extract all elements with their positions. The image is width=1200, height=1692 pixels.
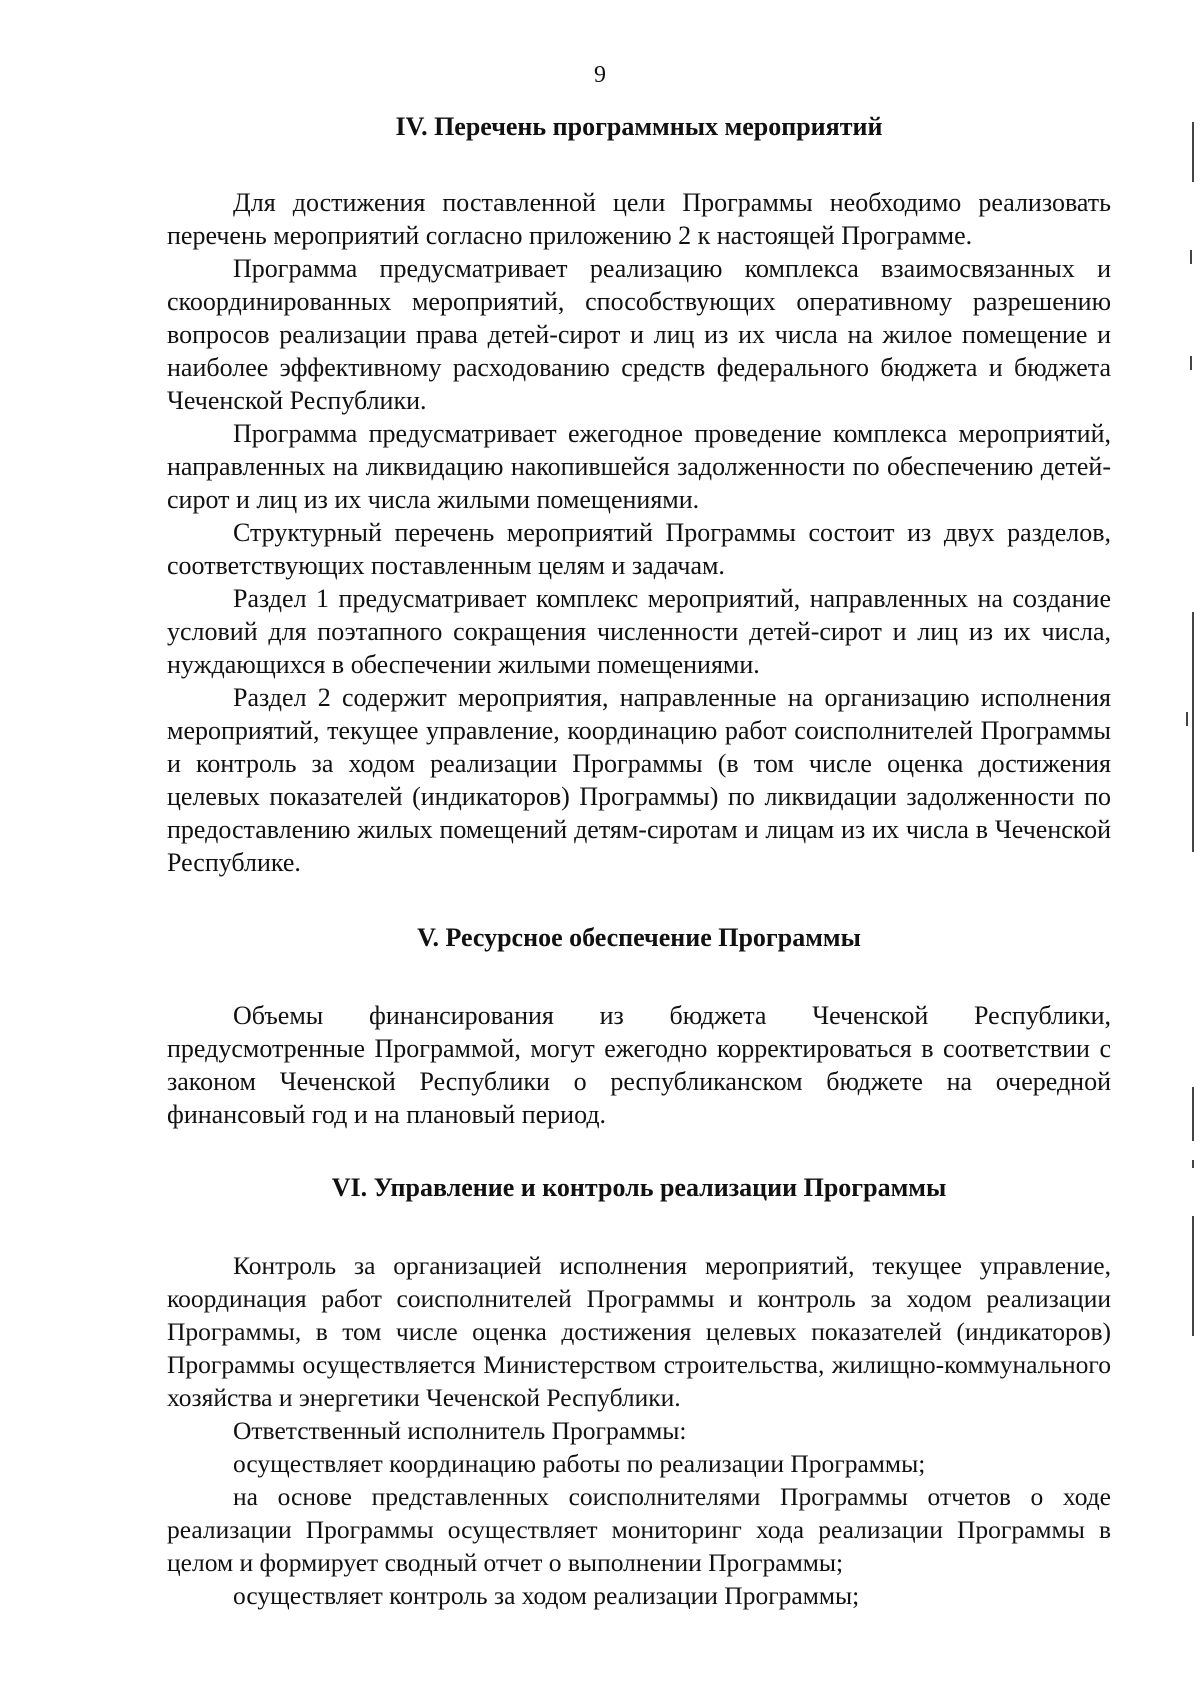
scan-mark bbox=[1186, 712, 1188, 726]
scan-mark bbox=[1192, 612, 1194, 852]
section-heading: VI. Управление и контроль реализации Программы bbox=[331, 1173, 947, 1202]
paragraph: Раздел 1 предусматривает комплекс мероприятий, направленных на создание условий для поэтапного сокращения численности детей-сирот и лиц из их числа, нуждающихся в обеспечении жилыми помещениями. bbox=[167, 584, 1111, 679]
paragraph: осуществляет контроль за ходом реализации Программы; bbox=[233, 1581, 860, 1610]
paragraph: Объемы финансирования из бюджета Чеченской Республики, предусмотренные Программой, могут ежегодно корректироваться в соответствии с законом Чеченской Республики о республиканском бюджете на очередной финансовый год и на плановый период. bbox=[167, 1001, 1111, 1129]
page-number: 9 bbox=[594, 62, 606, 88]
paragraph: осуществляет координацию работы по реализации Программы; bbox=[233, 1449, 926, 1478]
scan-mark bbox=[1192, 1160, 1194, 1168]
scan-mark bbox=[1192, 1087, 1194, 1141]
paragraph: Раздел 2 содержит мероприятия, направленные на организацию исполнения мероприятий, текущее управление, координацию работ соисполнителей Программы и контроль за ходом реализации Программы (в том числе оценка достижения целевых показателей (индикаторов) Программы) по ликвидации задолженности по предоставлению жилых помещений детям-сиротам и лицам из их числа в Чеченской Республике. bbox=[167, 683, 1111, 877]
section-heading: V. Ресурсное обеспечение Программы bbox=[417, 923, 861, 952]
paragraph: на основе представленных соисполнителями Программы отчетов о ходе реализации Программы осуществляет мониторинг хода реализации Программы в целом и формирует сводный отчет о выполнении Программы; bbox=[167, 1482, 1111, 1577]
paragraph: Для достижения поставленной цели Программы необходимо реализовать перечень мероприятий согласно приложению 2 к настоящей Программе. bbox=[167, 188, 1111, 250]
section-program-activities bbox=[167, 110, 1111, 879]
scan-margin-marks bbox=[1190, 0, 1200, 1692]
document-body bbox=[167, 110, 1111, 1612]
scan-mark bbox=[1190, 356, 1192, 370]
paragraph: Программа предусматривает ежегодное проведение комплекса мероприятий, направленных на ликвидацию накопившейся задолженности по обеспечению детей-сирот и лиц из их числа жилыми помещениями. bbox=[167, 419, 1111, 514]
section-heading: IV. Перечень программных мероприятий bbox=[395, 112, 883, 141]
paragraph: Структурный перечень мероприятий Программы состоит из двух разделов, соответствующих поставленным целям и задачам. bbox=[167, 518, 1111, 580]
scan-mark bbox=[1190, 250, 1192, 264]
paragraph: Программа предусматривает реализацию комплекса взаимосвязанных и скоординированных мероприятий, способствующих оперативному разрешению вопросов реализации права детей-сирот и лиц из их числа на жилое помещение и наиболее эффективному расходованию средств федерального бюджета и бюджета Чеченской Республики. bbox=[167, 254, 1111, 415]
scan-mark bbox=[1192, 122, 1194, 182]
paragraph: Контроль за организацией исполнения мероприятий, текущее управление, координация работ соисполнителей Программы и контроль за ходом реализации Программы, в том числе оценка достижения целевых показателей (индикаторов) Программы осуществляется Министерством строительства, жилищно-коммунального хозяйства и энергетики Чеченской Республики. bbox=[167, 1251, 1111, 1412]
section-resource-support bbox=[167, 921, 1111, 1131]
section-management-control bbox=[167, 1171, 1111, 1612]
paragraph: Ответственный исполнитель Программы: bbox=[233, 1416, 687, 1445]
scan-mark bbox=[1192, 1216, 1194, 1336]
